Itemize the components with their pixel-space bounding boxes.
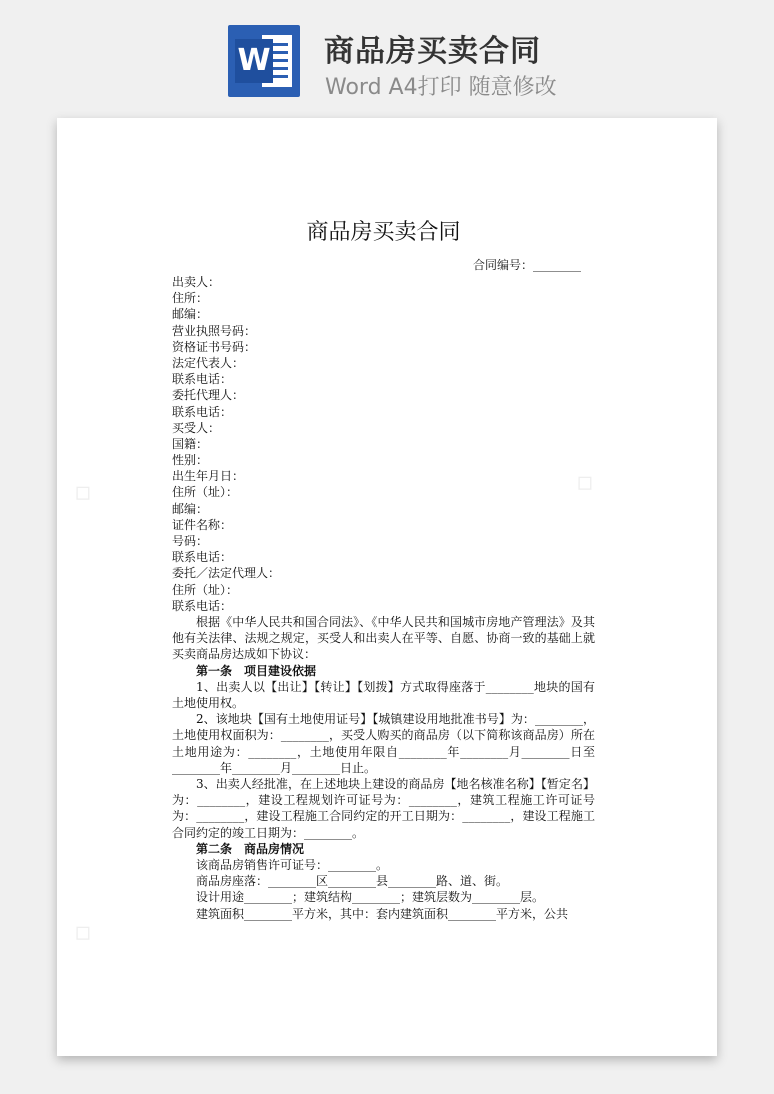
article-line: 商品房座落：________区________县________路、道、街。 bbox=[196, 874, 509, 889]
field-line: 联系电话： bbox=[172, 404, 233, 419]
word-icon bbox=[228, 25, 300, 97]
field-line: 法定代表人： bbox=[172, 355, 245, 370]
document-page bbox=[57, 118, 717, 1056]
article-paragraph: 3、出卖人经批准，在上述地块上建设的商品房【地名核准名称】【暂定名】为：________，建设工程规划许可证号为：________，建筑工程施工许可证号为：________，建设工程施工合同约定的开工日期为：________，建设工程施工合同约定的竣工日期为：________。 bbox=[172, 776, 595, 840]
watermark: ◇ bbox=[67, 915, 101, 949]
article-line: 建筑面积________平方米，其中：套内建筑面积________平方米，公共 bbox=[196, 906, 569, 921]
field-line: 出生年月日： bbox=[172, 469, 245, 484]
field-line: 住所： bbox=[172, 291, 209, 306]
field-line: 营业执照号码： bbox=[172, 323, 257, 338]
field-line: 资格证书号码： bbox=[172, 339, 257, 354]
field-line: 证件名称： bbox=[172, 517, 233, 532]
banner bbox=[0, 0, 774, 110]
article-line: 设计用途________；建筑结构________；建筑层数为________层。 bbox=[196, 890, 545, 905]
word-icon-letter: W bbox=[235, 39, 273, 83]
field-line: 邮编： bbox=[172, 501, 209, 516]
field-line: 联系电话： bbox=[172, 372, 233, 387]
field-line: 买受人： bbox=[172, 420, 221, 435]
field-line: 出卖人： bbox=[172, 275, 221, 289]
field-line: 住所（址）： bbox=[172, 582, 239, 597]
field-line: 住所（址）： bbox=[172, 485, 239, 500]
field-line: 国籍： bbox=[172, 436, 209, 451]
banner-subtitle: Word A4打印 随意修改 bbox=[325, 75, 557, 100]
document-body bbox=[172, 218, 595, 922]
field-line: 号码： bbox=[172, 534, 209, 548]
field-line: 委托代理人： bbox=[172, 388, 245, 403]
field-line: 邮编： bbox=[172, 307, 209, 322]
field-line: 性别： bbox=[172, 453, 209, 468]
field-line: 联系电话： bbox=[172, 550, 233, 565]
article-paragraph: 2、该地块【国有土地使用证号】【城镇建设用地批准书号】为：________，土地使用权面积为：________，买受人购买的商品房（以下简称该商品房）所在土地用途为：________，土地使用年限自________年________月________日至________年________月________日止。 bbox=[172, 712, 595, 775]
article-paragraph: 1、出卖人以【出让】【转让】【划拨】方式取得座落于________地块的国有土地使用权。 bbox=[172, 679, 595, 710]
banner-title: 商品房买卖合同 bbox=[324, 34, 541, 69]
article-line: 该商品房销售许可证号：________。 bbox=[196, 857, 389, 872]
article-heading: 第一条 项目建设依据 bbox=[196, 663, 317, 678]
document-title: 商品房买卖合同 bbox=[306, 220, 461, 245]
contract-number: 合同编号：________ bbox=[472, 258, 581, 272]
article-heading: 第二条 商品房情况 bbox=[196, 841, 305, 856]
watermark: ◇ bbox=[67, 475, 101, 509]
intro-paragraph: 根据《中华人民共和国合同法》、《中华人民共和国城市房地产管理法》及其他有关法律、法规之规定，买受人和出卖人在平等、自愿、协商一致的基础上就买卖商品房达成如下协议： bbox=[172, 614, 595, 662]
field-line: 委托／法定代理人： bbox=[172, 566, 281, 581]
watermark: ◇ bbox=[569, 465, 603, 499]
field-line: 联系电话： bbox=[172, 598, 233, 613]
